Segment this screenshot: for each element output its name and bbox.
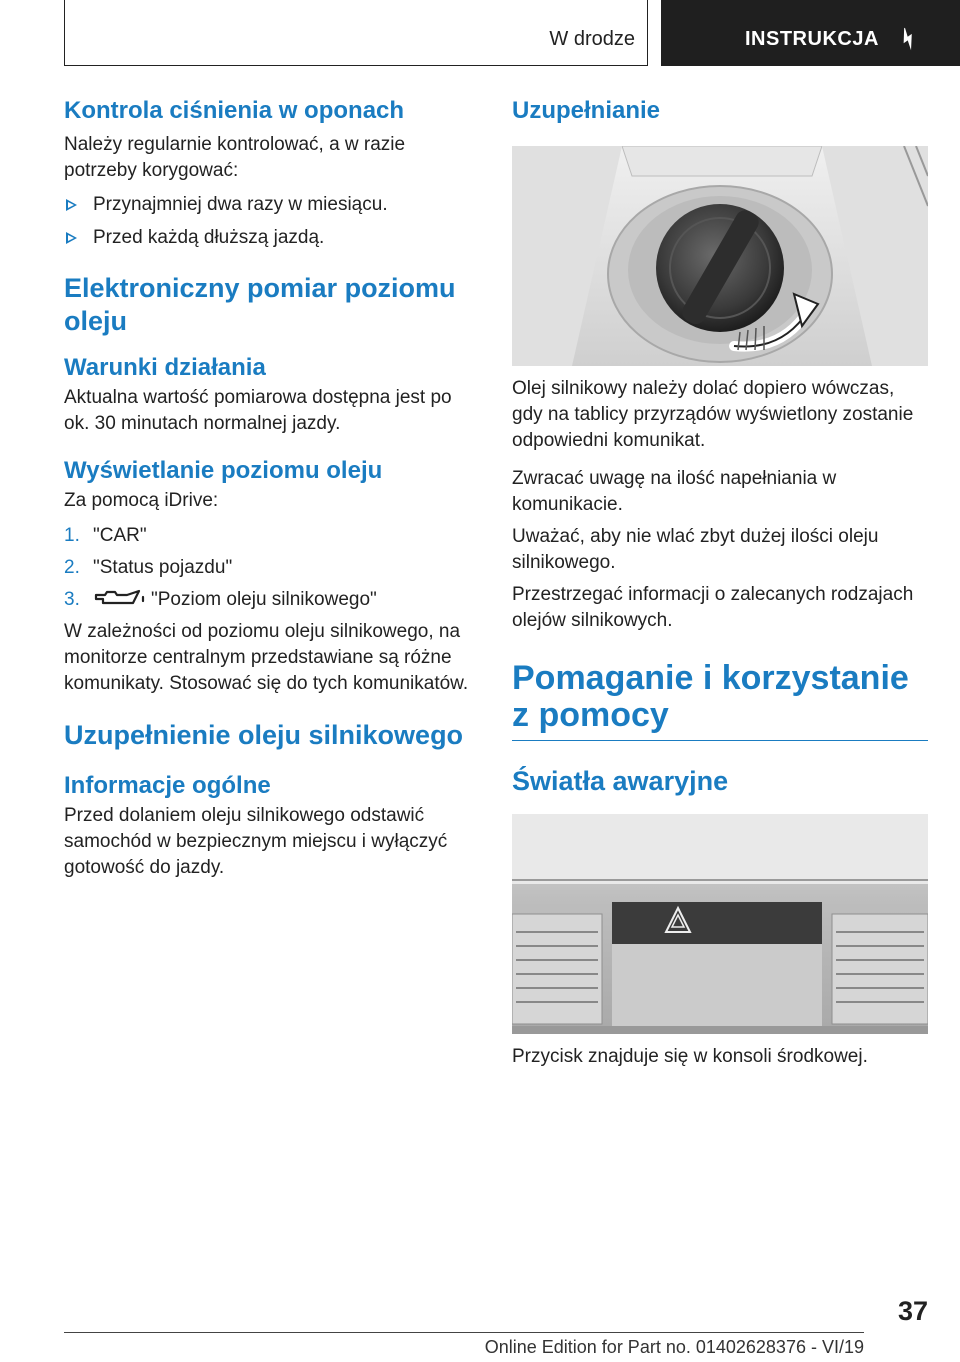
manual-tab-label: INSTRUKCJA bbox=[745, 28, 879, 50]
conditions-text: Aktualna wartość pomiarowa dostępna jest po ok. 30 minutach normalnej jazdy. bbox=[64, 387, 452, 434]
hazard-lights-heading: Światła awaryjne bbox=[512, 766, 729, 796]
refill-heading: Uzupełnianie bbox=[512, 97, 661, 124]
tire-pressure-heading: Kontrola ciśnienia w oponach bbox=[64, 97, 405, 124]
conditions-heading: Warunki działania bbox=[64, 354, 266, 381]
tire-bullet-list bbox=[64, 192, 480, 251]
display-text: Za pomocą iDrive: bbox=[64, 490, 219, 511]
refill-paragraph-4: Przestrzegać informacji o zalecanych rodzajach olejów silnikowych. bbox=[512, 584, 914, 631]
hazard-button-image bbox=[512, 814, 928, 1034]
page-number: 37 bbox=[897, 1296, 928, 1326]
section-divider bbox=[512, 740, 928, 741]
idrive-steps bbox=[64, 523, 480, 613]
refill-paragraph-3: Uważać, aby nie wlać zbyt dużej ilości oleju silnikowego. bbox=[512, 526, 879, 573]
refill-paragraph-1: Olej silnikowy należy dolać dopiero wówczas, gdy na tablicy przyrządów wyświetlony zostanie odpowiedni komunikat. bbox=[512, 378, 914, 451]
triangle-bullet-icon bbox=[66, 232, 77, 244]
general-info-text: Przed dolaniem oleju silnikowego odstawić samochód w bezpiecznym miejscu i wyłączyć gotowość do jazdy. bbox=[64, 805, 448, 878]
help-heading: Pomaganie i korzystanie z pomocy bbox=[512, 659, 909, 734]
display-note: W zależności od poziomu oleju silnikowego, na monitorze centralnym przedstawiane są różne komunikaty. Stosować się do tych komunikatów. bbox=[64, 621, 469, 694]
lightning-icon bbox=[895, 26, 921, 52]
list-item: Przynajmniej dwa razy w miesiącu. bbox=[64, 192, 480, 218]
list-item: 3. "Poziom oleju silnikowego" bbox=[64, 589, 377, 610]
oil-topup-heading: Uzupełnienie oleju silnikowego bbox=[64, 720, 464, 750]
list-item: Przed każdą dłuższą jazdą. bbox=[64, 225, 480, 251]
header-section-box bbox=[64, 0, 648, 66]
left-column bbox=[64, 96, 480, 881]
footer-divider bbox=[64, 1332, 864, 1333]
section-title: W drodze bbox=[549, 28, 635, 50]
oil-can-icon bbox=[93, 587, 147, 609]
hazard-caption: Przycisk znajduje się w konsoli środkowej. bbox=[512, 1046, 868, 1067]
edition-footer: Online Edition for Part no. 01402628376 - VI/19 bbox=[484, 1337, 864, 1357]
triangle-bullet-icon bbox=[66, 199, 77, 211]
tire-pressure-text: Należy regularnie kontrolować, a w razie potrzeby korygować: bbox=[64, 134, 406, 181]
manual-tab[interactable] bbox=[661, 0, 960, 66]
oil-filler-cap-image bbox=[512, 146, 928, 366]
list-item: 2. "Status pojazdu" bbox=[64, 557, 233, 578]
list-item: 1. "CAR" bbox=[64, 525, 147, 546]
display-heading: Wyświetlanie poziomu oleju bbox=[64, 457, 383, 484]
general-info-heading: Informacje ogólne bbox=[64, 772, 271, 799]
oil-measurement-heading: Elektroniczny pomiar poziomu oleju bbox=[64, 273, 456, 336]
right-column bbox=[512, 96, 928, 1070]
refill-paragraph-2: Zwracać uwagę na ilość napełniania w komunikacie. bbox=[512, 468, 837, 515]
